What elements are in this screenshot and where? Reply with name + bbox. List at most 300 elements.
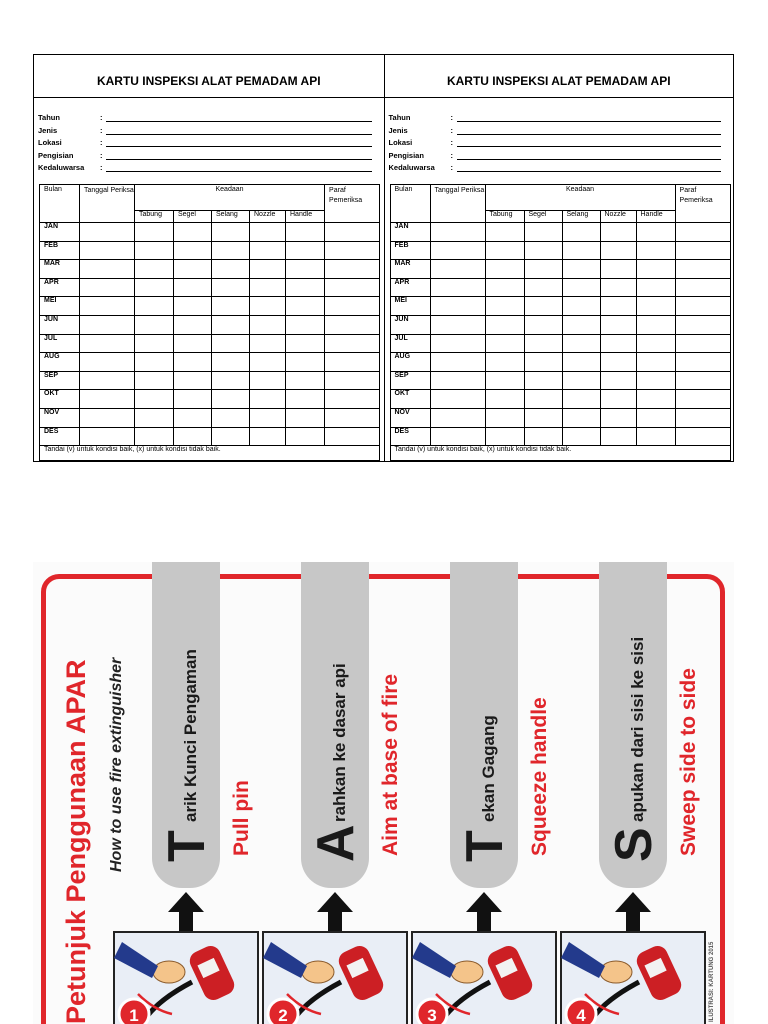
date-cell[interactable] (80, 278, 135, 297)
inspection-card-left (34, 55, 384, 461)
handle-cell[interactable] (286, 353, 325, 372)
segel-cell[interactable] (524, 223, 562, 242)
nozzle-cell[interactable] (600, 334, 636, 353)
nozzle-cell[interactable] (600, 371, 636, 390)
paraf-cell[interactable] (675, 223, 730, 242)
step-letter: A (307, 824, 365, 862)
paraf-cell[interactable] (325, 334, 380, 353)
step-letter: T (456, 830, 514, 862)
legend-note: Tandai (v) untuk kondisi baik, (x) untuk kondisi tidak baik. (40, 446, 380, 461)
arrow-up-icon (168, 892, 204, 932)
tabung-cell[interactable] (135, 408, 174, 427)
month-cell: SEP (40, 371, 80, 390)
table-row (40, 390, 380, 409)
handle-cell[interactable] (286, 334, 325, 353)
info-label: Tahun (388, 113, 411, 123)
header-paraf: Paraf Pemeriksa (675, 185, 730, 223)
paraf-cell[interactable] (325, 390, 380, 409)
month-cell: FEB (390, 241, 430, 260)
segel-cell[interactable] (174, 408, 212, 427)
selang-cell[interactable] (562, 223, 600, 242)
step-number: 4 (576, 1006, 586, 1024)
table-row (390, 223, 730, 242)
info-colon: : (100, 113, 103, 123)
nozzle-cell[interactable] (250, 315, 286, 334)
handle-cell[interactable] (636, 390, 675, 409)
selang-cell[interactable] (212, 278, 250, 297)
selang-cell[interactable] (562, 371, 600, 390)
date-cell[interactable] (430, 297, 485, 316)
tabung-cell[interactable] (485, 353, 524, 372)
table-row (390, 278, 730, 297)
card-title: KARTU INSPEKSI ALAT PEMADAM API (385, 55, 734, 98)
nozzle-cell[interactable] (600, 223, 636, 242)
paraf-cell[interactable] (675, 408, 730, 427)
segel-cell[interactable] (524, 334, 562, 353)
step-text-en: Aim at base of fire (379, 673, 402, 856)
paraf-cell[interactable] (325, 408, 380, 427)
header-tabung: Tabung (485, 211, 524, 223)
selang-cell[interactable] (562, 297, 600, 316)
handle-cell[interactable] (636, 427, 675, 446)
date-cell[interactable] (430, 390, 485, 409)
nozzle-cell[interactable] (600, 353, 636, 372)
selang-cell[interactable] (212, 315, 250, 334)
month-cell: NOV (390, 408, 430, 427)
handle-cell[interactable] (286, 278, 325, 297)
selang-cell[interactable] (212, 371, 250, 390)
segel-cell[interactable] (524, 408, 562, 427)
selang-cell[interactable] (212, 297, 250, 316)
handle-cell[interactable] (636, 278, 675, 297)
date-cell[interactable] (80, 353, 135, 372)
info-fill-line[interactable] (106, 113, 372, 122)
segel-cell[interactable] (524, 260, 562, 279)
header-keadaan: Keadaan (485, 185, 675, 211)
info-colon: : (450, 125, 453, 135)
info-row (38, 160, 384, 172)
info-colon: : (450, 113, 453, 123)
paraf-cell[interactable] (675, 371, 730, 390)
selang-cell[interactable] (212, 390, 250, 409)
segel-cell[interactable] (174, 260, 212, 279)
arrow-up-icon (615, 892, 651, 932)
handle-cell[interactable] (286, 371, 325, 390)
segel-cell[interactable] (174, 278, 212, 297)
nozzle-cell[interactable] (250, 427, 286, 446)
step-number: 2 (278, 1006, 288, 1024)
inspection-table (390, 184, 731, 461)
hand-icon (302, 961, 334, 983)
date-cell[interactable] (430, 278, 485, 297)
date-cell[interactable] (80, 297, 135, 316)
nozzle-cell[interactable] (250, 278, 286, 297)
segel-cell[interactable] (174, 297, 212, 316)
header-selang: Selang (212, 211, 250, 223)
tabung-cell[interactable] (135, 260, 174, 279)
handle-cell[interactable] (286, 260, 325, 279)
table-row (390, 353, 730, 372)
tabung-cell[interactable] (135, 297, 174, 316)
table-row (390, 371, 730, 390)
poster-title: Petunjuk Penggunaan APAR (61, 659, 91, 1024)
handle-cell[interactable] (286, 223, 325, 242)
date-cell[interactable] (80, 223, 135, 242)
nozzle-cell[interactable] (600, 241, 636, 260)
table-row (40, 297, 380, 316)
table-row (390, 260, 730, 279)
tabung-cell[interactable] (485, 297, 524, 316)
info-fill-line[interactable] (106, 126, 372, 135)
handle-cell[interactable] (636, 408, 675, 427)
handle-cell[interactable] (636, 223, 675, 242)
tabung-cell[interactable] (485, 315, 524, 334)
date-cell[interactable] (430, 353, 485, 372)
handle-cell[interactable] (636, 315, 675, 334)
table-row (40, 241, 380, 260)
date-cell[interactable] (430, 223, 485, 242)
table-row (40, 334, 380, 353)
date-cell[interactable] (80, 260, 135, 279)
month-cell: MAR (390, 260, 430, 279)
table-row (40, 371, 380, 390)
info-row (389, 160, 734, 172)
table-row (40, 223, 380, 242)
header-nozzle: Nozzle (600, 211, 636, 223)
header-tabung: Tabung (135, 211, 174, 223)
paraf-cell[interactable] (325, 260, 380, 279)
handle-cell[interactable] (286, 390, 325, 409)
tabung-cell[interactable] (135, 223, 174, 242)
info-fill-line[interactable] (457, 163, 722, 172)
segel-cell[interactable] (174, 371, 212, 390)
tabung-cell[interactable] (485, 241, 524, 260)
arrow-up-icon (466, 892, 502, 932)
selang-cell[interactable] (562, 427, 600, 446)
nozzle-cell[interactable] (250, 223, 286, 242)
month-cell: FEB (40, 241, 80, 260)
inspection-table (39, 184, 380, 461)
table-row (390, 390, 730, 409)
paraf-cell[interactable] (325, 315, 380, 334)
table-row (390, 315, 730, 334)
info-label: Lokasi (38, 138, 62, 148)
segel-cell[interactable] (524, 427, 562, 446)
poster-subtitle: How to use fire extinguisher (108, 657, 125, 872)
date-cell[interactable] (430, 427, 485, 446)
selang-cell[interactable] (562, 278, 600, 297)
step-text-id: ekan Gagang (479, 715, 498, 822)
date-cell[interactable] (80, 334, 135, 353)
paraf-cell[interactable] (675, 427, 730, 446)
info-label: Pengisian (38, 150, 74, 160)
handle-cell[interactable] (286, 408, 325, 427)
info-colon: : (450, 138, 453, 148)
selang-cell[interactable] (212, 223, 250, 242)
segel-cell[interactable] (524, 297, 562, 316)
inspection-card-right (384, 55, 734, 461)
paraf-cell[interactable] (325, 371, 380, 390)
step-text-en: Pull pin (230, 780, 253, 856)
segel-cell[interactable] (174, 427, 212, 446)
table-row (40, 353, 380, 372)
selang-cell[interactable] (562, 390, 600, 409)
segel-cell[interactable] (174, 353, 212, 372)
month-cell: JUN (390, 315, 430, 334)
info-colon: : (100, 125, 103, 135)
month-cell: DES (390, 427, 430, 446)
month-cell: MAR (40, 260, 80, 279)
month-cell: MEI (390, 297, 430, 316)
step-letter: S (605, 827, 663, 862)
handle-cell[interactable] (636, 297, 675, 316)
tabung-cell[interactable] (485, 334, 524, 353)
step-text-id: rahkan ke dasar api (330, 663, 349, 822)
selang-cell[interactable] (212, 241, 250, 260)
tabung-cell[interactable] (135, 353, 174, 372)
info-row (389, 147, 734, 159)
selang-cell[interactable] (562, 408, 600, 427)
table-row (40, 278, 380, 297)
nozzle-cell[interactable] (600, 260, 636, 279)
table-row (390, 297, 730, 316)
nozzle-cell[interactable] (600, 390, 636, 409)
month-cell: OKT (40, 390, 80, 409)
paraf-cell[interactable] (325, 223, 380, 242)
tabung-cell[interactable] (135, 241, 174, 260)
segel-cell[interactable] (524, 315, 562, 334)
tabung-cell[interactable] (135, 315, 174, 334)
tabung-cell[interactable] (485, 427, 524, 446)
month-cell: DES (40, 427, 80, 446)
header-paraf: Paraf Pemeriksa (325, 185, 380, 223)
table-row (390, 408, 730, 427)
header-tanggal: Tanggal Periksa (430, 185, 485, 223)
info-label: Kedaluwarsa (388, 162, 435, 172)
card-info (385, 98, 734, 184)
poster-graphic (33, 562, 734, 1024)
segel-cell[interactable] (174, 223, 212, 242)
info-row (389, 122, 734, 134)
info-row (389, 135, 734, 147)
tabung-cell[interactable] (135, 390, 174, 409)
nozzle-cell[interactable] (250, 241, 286, 260)
nozzle-cell[interactable] (250, 297, 286, 316)
tabung-cell[interactable] (485, 260, 524, 279)
segel-cell[interactable] (174, 315, 212, 334)
header-segel: Segel (524, 211, 562, 223)
tabung-cell[interactable] (135, 371, 174, 390)
segel-cell[interactable] (174, 390, 212, 409)
tabung-cell[interactable] (135, 334, 174, 353)
selang-cell[interactable] (562, 353, 600, 372)
nozzle-cell[interactable] (600, 427, 636, 446)
table-row (390, 427, 730, 446)
info-label: Kedaluwarsa (38, 162, 85, 172)
handle-cell[interactable] (636, 334, 675, 353)
header-nozzle: Nozzle (250, 211, 286, 223)
header-segel: Segel (174, 211, 212, 223)
info-fill-line[interactable] (457, 126, 722, 135)
tabung-cell[interactable] (135, 427, 174, 446)
month-cell: SEP (390, 371, 430, 390)
header-handle: Handle (636, 211, 675, 223)
date-cell[interactable] (80, 427, 135, 446)
paraf-cell[interactable] (325, 278, 380, 297)
step-text-id: apukan dari sisi ke sisi (628, 636, 647, 822)
tabung-cell[interactable] (485, 390, 524, 409)
paraf-cell[interactable] (675, 315, 730, 334)
handle-cell[interactable] (286, 297, 325, 316)
table-row (40, 315, 380, 334)
apar-poster (33, 562, 734, 1024)
hand-icon (451, 961, 483, 983)
segel-cell[interactable] (524, 353, 562, 372)
info-fill-line[interactable] (106, 138, 372, 147)
step-text-en: Squeeze handle (528, 697, 551, 856)
month-cell: JAN (40, 223, 80, 242)
handle-cell[interactable] (636, 241, 675, 260)
paraf-cell[interactable] (325, 353, 380, 372)
nozzle-cell[interactable] (600, 278, 636, 297)
tabung-cell[interactable] (485, 278, 524, 297)
handle-cell[interactable] (286, 241, 325, 260)
nozzle-cell[interactable] (600, 297, 636, 316)
info-colon: : (100, 138, 103, 148)
nozzle-cell[interactable] (250, 408, 286, 427)
paraf-cell[interactable] (325, 427, 380, 446)
tabung-cell[interactable] (135, 278, 174, 297)
nozzle-cell[interactable] (600, 315, 636, 334)
card-info (34, 98, 384, 184)
paraf-cell[interactable] (675, 278, 730, 297)
segel-cell[interactable] (524, 278, 562, 297)
table-row (40, 408, 380, 427)
hand-icon (600, 961, 632, 983)
info-row (38, 110, 384, 122)
step-number: 1 (129, 1006, 139, 1024)
date-cell[interactable] (80, 315, 135, 334)
paraf-cell[interactable] (675, 353, 730, 372)
month-cell: NOV (40, 408, 80, 427)
paraf-cell[interactable] (675, 241, 730, 260)
info-fill-line[interactable] (457, 138, 722, 147)
header-tanggal: Tanggal Periksa (80, 185, 135, 223)
info-row (389, 110, 734, 122)
selang-cell[interactable] (562, 241, 600, 260)
info-label: Tahun (38, 113, 60, 123)
month-cell: JUL (390, 334, 430, 353)
info-fill-line[interactable] (457, 151, 722, 160)
header-bulan: Bulan (40, 185, 80, 223)
date-cell[interactable] (80, 371, 135, 390)
paraf-cell[interactable] (325, 241, 380, 260)
month-cell: JUN (40, 315, 80, 334)
paraf-cell[interactable] (675, 297, 730, 316)
nozzle-cell[interactable] (250, 260, 286, 279)
info-fill-line[interactable] (106, 163, 372, 172)
tabung-cell[interactable] (485, 223, 524, 242)
paraf-cell[interactable] (675, 260, 730, 279)
header-keadaan: Keadaan (135, 185, 325, 211)
paraf-cell[interactable] (325, 297, 380, 316)
segel-cell[interactable] (174, 241, 212, 260)
table-row (390, 241, 730, 260)
segel-cell[interactable] (174, 334, 212, 353)
month-cell: MEI (40, 297, 80, 316)
hand-icon (153, 961, 185, 983)
nozzle-cell[interactable] (250, 371, 286, 390)
date-cell[interactable] (430, 408, 485, 427)
step-text-en: Sweep side to side (677, 668, 700, 856)
selang-cell[interactable] (212, 260, 250, 279)
month-cell: AUG (40, 353, 80, 372)
info-label: Jenis (388, 125, 408, 135)
legend-note: Tandai (v) untuk kondisi baik, (x) untuk kondisi tidak baik. (390, 446, 730, 461)
info-label: Pengisian (388, 150, 424, 160)
segel-cell[interactable] (524, 241, 562, 260)
nozzle-cell[interactable] (250, 334, 286, 353)
header-handle: Handle (286, 211, 325, 223)
nozzle-cell[interactable] (250, 390, 286, 409)
info-colon: : (100, 162, 103, 172)
date-cell[interactable] (430, 260, 485, 279)
paraf-cell[interactable] (675, 334, 730, 353)
handle-cell[interactable] (636, 353, 675, 372)
date-cell[interactable] (80, 390, 135, 409)
tabung-cell[interactable] (485, 371, 524, 390)
selang-cell[interactable] (212, 334, 250, 353)
table-row (40, 260, 380, 279)
date-cell[interactable] (80, 408, 135, 427)
segel-cell[interactable] (524, 371, 562, 390)
selang-cell[interactable] (562, 315, 600, 334)
tabung-cell[interactable] (485, 408, 524, 427)
month-cell: APR (390, 278, 430, 297)
info-fill-line[interactable] (106, 151, 372, 160)
nozzle-cell[interactable] (600, 408, 636, 427)
selang-cell[interactable] (212, 408, 250, 427)
date-cell[interactable] (430, 371, 485, 390)
month-cell: APR (40, 278, 80, 297)
step-text-id: arik Kunci Pengaman (181, 649, 200, 822)
handle-cell[interactable] (286, 315, 325, 334)
date-cell[interactable] (430, 334, 485, 353)
selang-cell[interactable] (212, 353, 250, 372)
date-cell[interactable] (430, 315, 485, 334)
date-cell[interactable] (430, 241, 485, 260)
selang-cell[interactable] (212, 427, 250, 446)
selang-cell[interactable] (562, 334, 600, 353)
header-bulan: Bulan (390, 185, 430, 223)
segel-cell[interactable] (524, 390, 562, 409)
info-fill-line[interactable] (457, 113, 722, 122)
handle-cell[interactable] (636, 371, 675, 390)
inspection-cards (33, 54, 734, 462)
table-row (40, 427, 380, 446)
paraf-cell[interactable] (675, 390, 730, 409)
selang-cell[interactable] (562, 260, 600, 279)
handle-cell[interactable] (636, 260, 675, 279)
month-cell: JUL (40, 334, 80, 353)
info-colon: : (450, 150, 453, 160)
table-row (390, 334, 730, 353)
month-cell: JAN (390, 223, 430, 242)
info-row (38, 135, 384, 147)
nozzle-cell[interactable] (250, 353, 286, 372)
date-cell[interactable] (80, 241, 135, 260)
handle-cell[interactable] (286, 427, 325, 446)
